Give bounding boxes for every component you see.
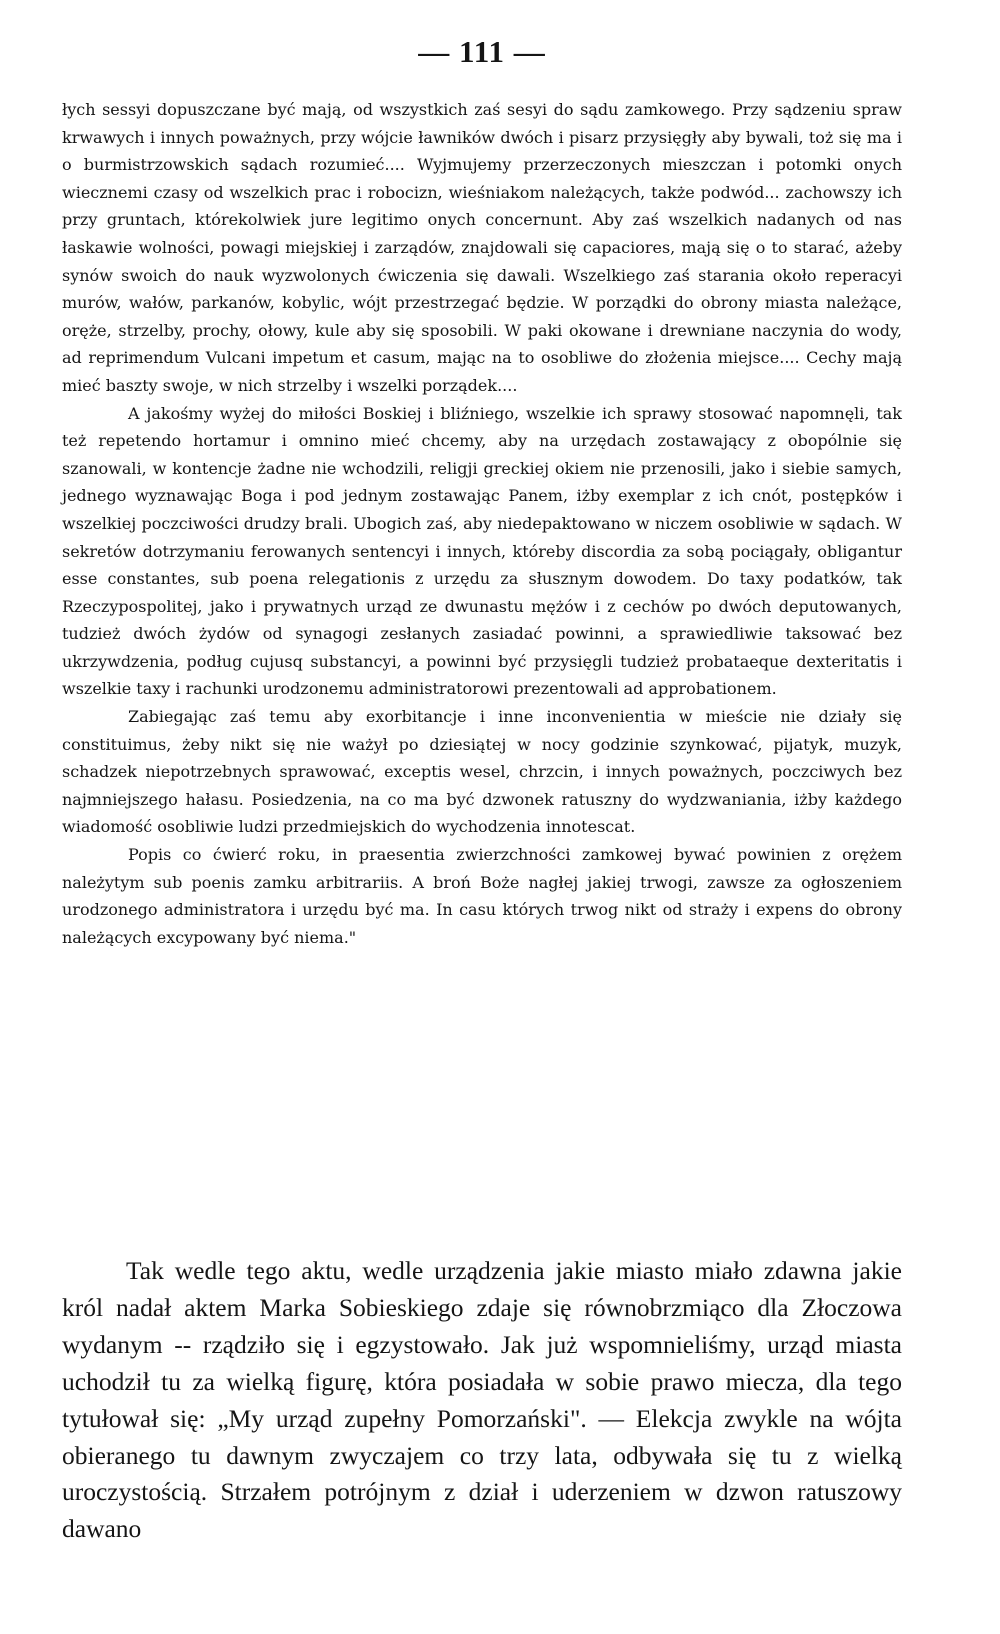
main-body-text [62,1253,902,1548]
quoted-charter-text [62,96,902,951]
page-number: — 111 — [418,34,546,69]
quote-paragraph: Zabiegając zaś temu aby exorbitancje i inne inconvenientia w mieście nie działy się constituimus, żeby nikt się nie ważył po dziesiątej w nocy godzinie szynkować, pijatyk, muzyk, schadzek niepotrzebnych sprawować, exceptis wesel, chrzcin, i innych poważnych, poczciwych bez najmniejszego hałasu. Posiedzenia, na co ma być dzwonek ratuszny do wydzwaniania, iżby każdego wiadomość osobliwie ludzi przedmiejskich do wychodzenia innotescat. [62,707,902,837]
book-page [62,0,902,1634]
quote-paragraph: Popis co ćwierć roku, in praesentia zwierzchności zamkowej bywać powinien z orężem należytym sub poenis zamku arbitrariis. A broń Boże nagłej jakiej trwogi, zawsze za ogłoszeniem urodzonego administratora i urzędu być ma. In casu których trwog nikt od straży i expens do obrony należących excypowany być niema." [62,845,902,947]
body-paragraph: Tak wedle tego aktu, wedle urządzenia jakie miasto miało zdawna jakie król nadał aktem Marka Sobieskiego zdaje się równobrzmiąco dla Złoczowa wydanym -- rządziło się i egzystowało. Jak już wspomnieliśmy, urząd miasta uchodził tu za wielką figurę, która posiadała w sobie prawo miecza, dla tego tytułował się: „My urząd zupełny Pomorzański". — Elekcja zwykle na wójta obieranego tu dawnym zwyczajem co trzy lata, odbywała się tu z wielką uroczystością. Strzałem potrójnym z dział i uderzeniem w dzwon ratuszowy dawano [62,1256,902,1544]
quote-paragraph: łych sessyi dopuszczane być mają, od wszystkich zaś sesyi do sądu zamkowego. Przy sądzeniu spraw krwawych i innych poważnych, przy wójcie ławników dwóch i pisarz przysięgły aby bywali, toż się ma i o burmistrzowskich sądach rozumieć.... Wyjmujemy przerzeczonych mieszczan i potomki onych wiecznemi czasy od wszelkich prac i robocizn, wieśniakom należących, także podwód... zachowszy ich przy gruntach, którekolwiek jure legitimo onych concernunt. Aby zaś wszelkich nadanych od nas łaskawie wolności, powagi miejskiej i zarządów, znajdowali się capaciores, mają się o to starać, ażeby synów swoich do nauk wyzwolonych ćwiczenia się dawali. Wszelkiego zaś starania około reperacyi murów, wałów, parkanów, kobylic, wójt przestrzegać będzie. W porządki do obrony miasta należące, oręże, strzelby, prochy, ołowy, kule aby się sposobili. W paki okowane i drewniane naczynia do wody, ad reprimendum Vulcani impetum et casum, mając na to osobliwe do złożenia miejsce.... Cechy mają mieć baszty swoje, w nich strzelby i wszelki porządek.... [62,100,902,395]
quote-paragraph: A jakośmy wyżej do miłości Boskiej i bliźniego, wszelkie ich sprawy stosować napomnęli, tak też repetendo hortamur i omnino mieć chcemy, aby na urzędach zostawający z obopólnie się szanowali, w kontencje żadne nie wchodzili, religji greckiej okiem nie przenosili, jako i siebie samych, jednego wyznawając Boga i pod jednym zostawając Panem, iżby exemplar z ich cnót, postępków i wszelkiej poczciwości drudzy brali. Ubogich zaś, aby niedepaktowano w niczem osobliwie w sądach. W sekretów dotrzymaniu ferowanych sentencyi i innych, któreby discordia za sobą pociągały, obligantur esse constantes, sub poena relegationis z urzędu za słusznym dowodem. Do taxy podatków, tak Rzeczypospolitej, jako i prywatnych urząd ze dwunastu mężów i z cechów po dwóch deputowanych, tudzież dwóch żydów od synagogi zesłanych zasiadać powinni, a sprawiedliwie taksować bez ukrzywdzenia, podług cujusq substancyi, a powinni być przysięgli tudzież probataeque dexteritatis i wszelkie taxy i rachunki urodzonemu administratorowi prezentowali ad approbationem. [62,403,902,699]
